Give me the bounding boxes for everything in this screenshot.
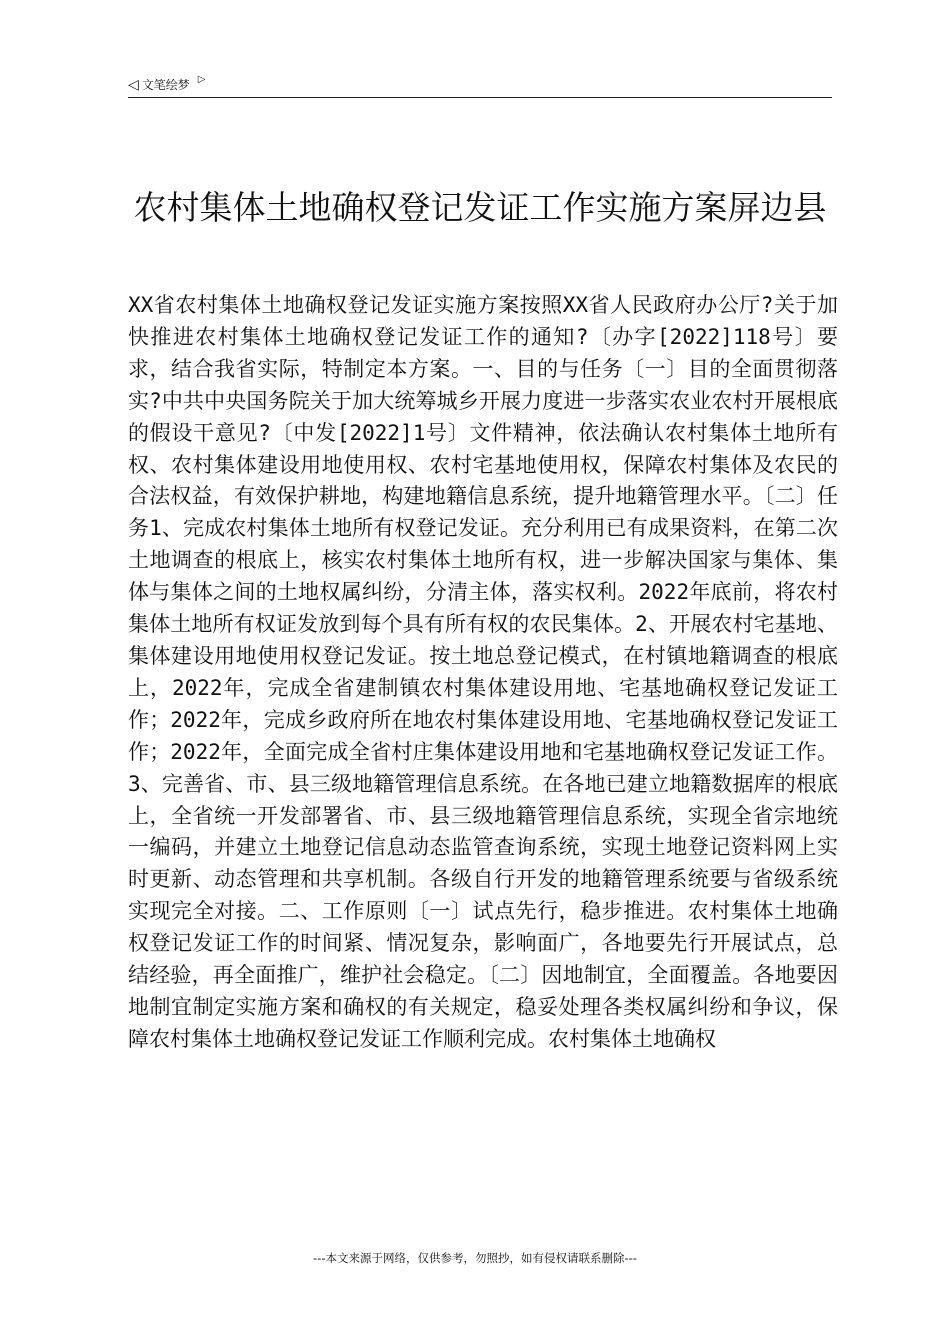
triangle-left-icon: ◁ [128,77,139,93]
header-divider [128,97,832,98]
document-body: XX省农村集体土地确权登记发证实施方案按照XX省人民政府办公厅?关于加快推进农村集体土地确权登记发证工作的通知?〔办字[2022]118号〕要求，结合我省实际，特制定本方案。一、目的与任务〔一〕目的全面贯彻落实?中共中央国务院关于加大统筹城乡开展力度进一步落实农业农村开展根底的假设干意见?〔中发[2022]1号〕文件精神，依法确认农村集体土地所有权、农村集体建设用地使用权、农村宅基地使用权，保障农村集体及农民的合法权益，有效保护耕地，构建地籍信息系统，提升地籍管理水平。〔二〕任务1、完成农村集体土地所有权登记发证。充分利用已有成果资料，在第二次土地调查的根底上，核实农村集体土地所有权，进一步解决国家与集体、集体与集体之间的土地权属纠纷，分清主体，落实权利。2022年底前，将农村集体土地所有权证发放到每个具有所有权的农民集体。2、开展农村宅基地、集体建设用地使用权登记发证。按土地总登记模式，在村镇地籍调查的根底上，2022年，完成全省建制镇农村集体建设用地、宅基地确权登记发证工作；2022年，完成乡政府所在地农村集体建设用地、宅基地确权登记发证工作；2022年，全面完成全省村庄集体建设用地和宅基地确权登记发证工作。3、完善省、市、县三级地籍管理信息系统。在各地已建立地籍数据库的根底上，全省统一开发部署省、市、县三级地籍管理信息系统，实现全省宗地统一编码，并建立土地登记信息动态监管查询系统，实现土地登记资料网上实时更新、动态管理和共享机制。各级自行开发的地籍管理系统要与省级系统实现完全对接。二、工作原则〔一〕试点先行，稳步推进。农村集体土地确权登记发证工作的时间紧、情况复杂，影响面广，各地要先行开展试点，总结经验，再全面推广，维护社会稳定。〔二〕因地制宜，全面覆盖。各地要因地制宜制定实施方案和确权的有关规定，稳妥处理各类权属纠纷和争议，保障农村集体土地确权登记发证工作顺利完成。农村集体土地确权 [128,293,838,1051]
footer-notice: ---本文来源于网络，仅供参考，勿照抄，如有侵权请联系删除--- [313,1251,637,1265]
triangle-right-icon: ▷ [197,74,206,85]
page-header [128,74,832,96]
document-title: 农村集体土地确权登记发证工作实施方案屏边县 [133,188,827,227]
header-brand: 文笔绘梦 [141,78,190,92]
